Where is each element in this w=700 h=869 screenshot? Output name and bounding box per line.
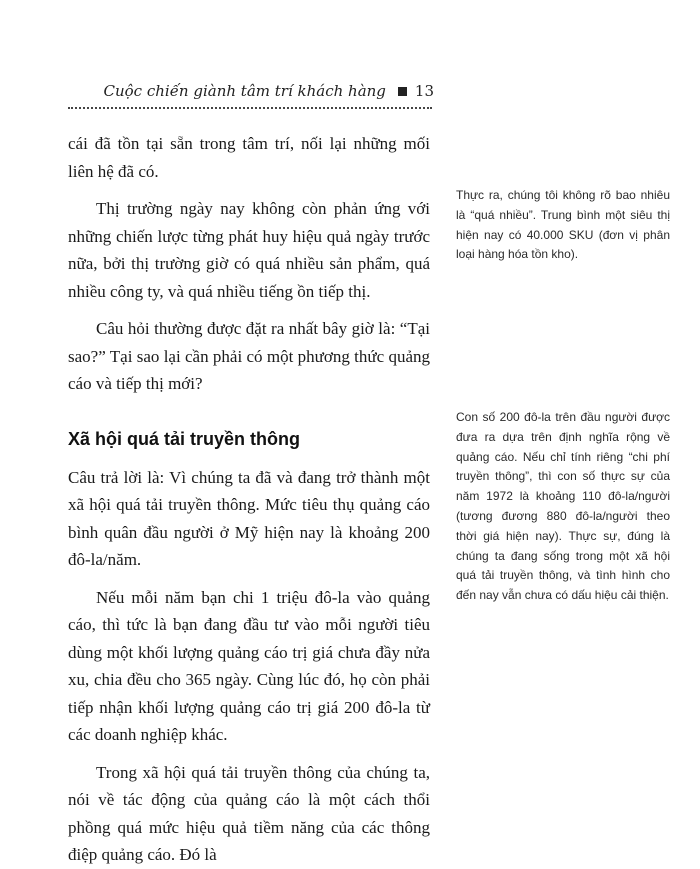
sidebar-note: Thực ra, chúng tôi không rõ bao nhiêu là “quá nhiều”. Trung bình một siêu thị hiện nay có 40.000 SKU (đơn vị phân loại hàng hóa tồn kho).	[456, 188, 670, 262]
section-heading: Xã hội quá tải truyền thông	[68, 428, 301, 449]
page-number: 13	[414, 82, 434, 100]
running-header	[0, 82, 434, 100]
sidebar-note: Con số 200 đô-la trên đầu người được đưa ra dựa trên định nghĩa rộng về quảng cáo. Nếu chỉ tính riêng “chi phí truyền thông”, thì con số thực sự của năm 1972 là khoảng 110 đô-la/người (tương đương 880 đô-la/người theo thời giá hiện nay). Thực sự, đúng là chúng ta đang sống trong một xã hội quá tải truyền thông, và tình hình cho đến nay vẫn chưa có dấu hiệu cải thiện.	[456, 410, 670, 603]
main-text-column	[68, 130, 430, 869]
paragraph: Thị trường ngày nay không còn phản ứng với những chiến lược từng phát huy hiệu quả ngày trước nữa, bởi thị trường giờ có quá nhiều sản phẩm, quá nhiều công ty, và quá nhiều tiếng ồn tiếp thị.	[68, 199, 430, 301]
paragraph: cái đã tồn tại sẵn trong tâm trí, nối lại những mối liên hệ đã có.	[68, 134, 430, 181]
paragraph: Trong xã hội quá tải truyền thông của chúng ta, nói về tác động của quảng cáo là một cách thổi phồng quá mức hiệu quả tiềm năng của các thông điệp quảng cáo. Đó là	[68, 762, 430, 864]
header-dotted-rule	[68, 107, 432, 109]
running-header-title: Cuộc chiến giành tâm trí khách hàng	[103, 82, 386, 100]
paragraph: Câu trả lời là: Vì chúng ta đã và đang trở thành một xã hội quá tải truyền thông. Mức tiêu thụ quảng cáo bình quân đầu người ở Mỹ hiện nay là khoảng 200 đô-la/năm.	[68, 467, 430, 569]
square-bullet-icon	[398, 87, 407, 96]
paragraph: Câu hỏi thường được đặt ra nhất bây giờ là: “Tại sao?” Tại sao lại cần phải có một phương thức quảng cáo và tiếp thị mới?	[68, 319, 430, 393]
paragraph: Nếu mỗi năm bạn chi 1 triệu đô-la vào quảng cáo, thì tức là bạn đang đầu tư vào mỗi người tiêu dùng một khối lượng quảng cáo trị giá chưa đầy nửa xu, chia đều cho 365 ngày. Cùng lúc đó, họ còn phải tiếp nhận khối lượng quảng cáo trị giá 200 đô-la từ các doanh nghiệp khác.	[68, 587, 430, 744]
